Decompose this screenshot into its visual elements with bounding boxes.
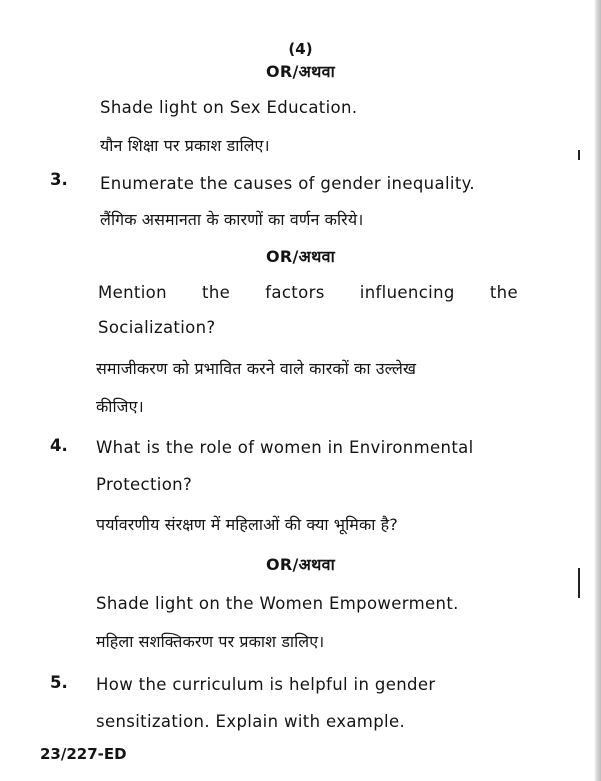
footer-code: 23/227-ED <box>40 745 127 763</box>
q3-english: Enumerate the causes of gender inequality. <box>100 174 475 193</box>
word: Mention <box>98 283 167 302</box>
or-heading-3: OR/अथवा <box>265 555 336 574</box>
q5-english-line2: sensitization. Explain with example. <box>96 712 406 731</box>
word: the <box>202 283 231 302</box>
q3-or-hindi-line1: समाजीकरण को प्रभावित करने वाले कारकों का उल्लेख <box>96 359 417 378</box>
q3-or-hindi-line2: कीजिए। <box>96 397 144 416</box>
q2-or-hindi: यौन शिक्षा पर प्रकाश डालिए। <box>100 136 270 155</box>
q3-or-english-line2: Socialization? <box>98 318 216 337</box>
page-number: (4) <box>288 40 313 58</box>
q4-number: 4. <box>50 436 68 455</box>
q4-or-english: Shade light on the Women Empowerment. <box>96 594 459 613</box>
or-heading-1: OR/अथवा <box>265 62 336 81</box>
q3-number: 3. <box>50 170 68 189</box>
or-heading-2: OR/अथवा <box>265 247 336 266</box>
q2-or-english: Shade light on Sex Education. <box>100 98 358 117</box>
q4-english-line1: What is the role of women in Environmental <box>96 438 474 457</box>
margin-mark <box>578 568 580 598</box>
q5-english-line1: How the curriculum is helpful in gender <box>96 675 436 694</box>
q4-english-line2: Protection? <box>96 475 193 494</box>
q3-or-english-line1 <box>98 283 518 302</box>
word: the <box>489 283 518 302</box>
q5-number: 5. <box>50 673 68 692</box>
page-edge-shadow <box>594 0 601 781</box>
margin-mark <box>578 150 580 160</box>
q3-hindi: लैंगिक असमानता के कारणों का वर्णन करिये। <box>100 210 364 229</box>
word: influencing <box>359 283 455 302</box>
word: factors <box>265 283 325 302</box>
q4-hindi: पर्यावरणीय संरक्षण में महिलाओं की क्या भूमिका है? <box>96 515 398 534</box>
q4-or-hindi: महिला सशक्तिकरण पर प्रकाश डालिए। <box>96 632 325 651</box>
